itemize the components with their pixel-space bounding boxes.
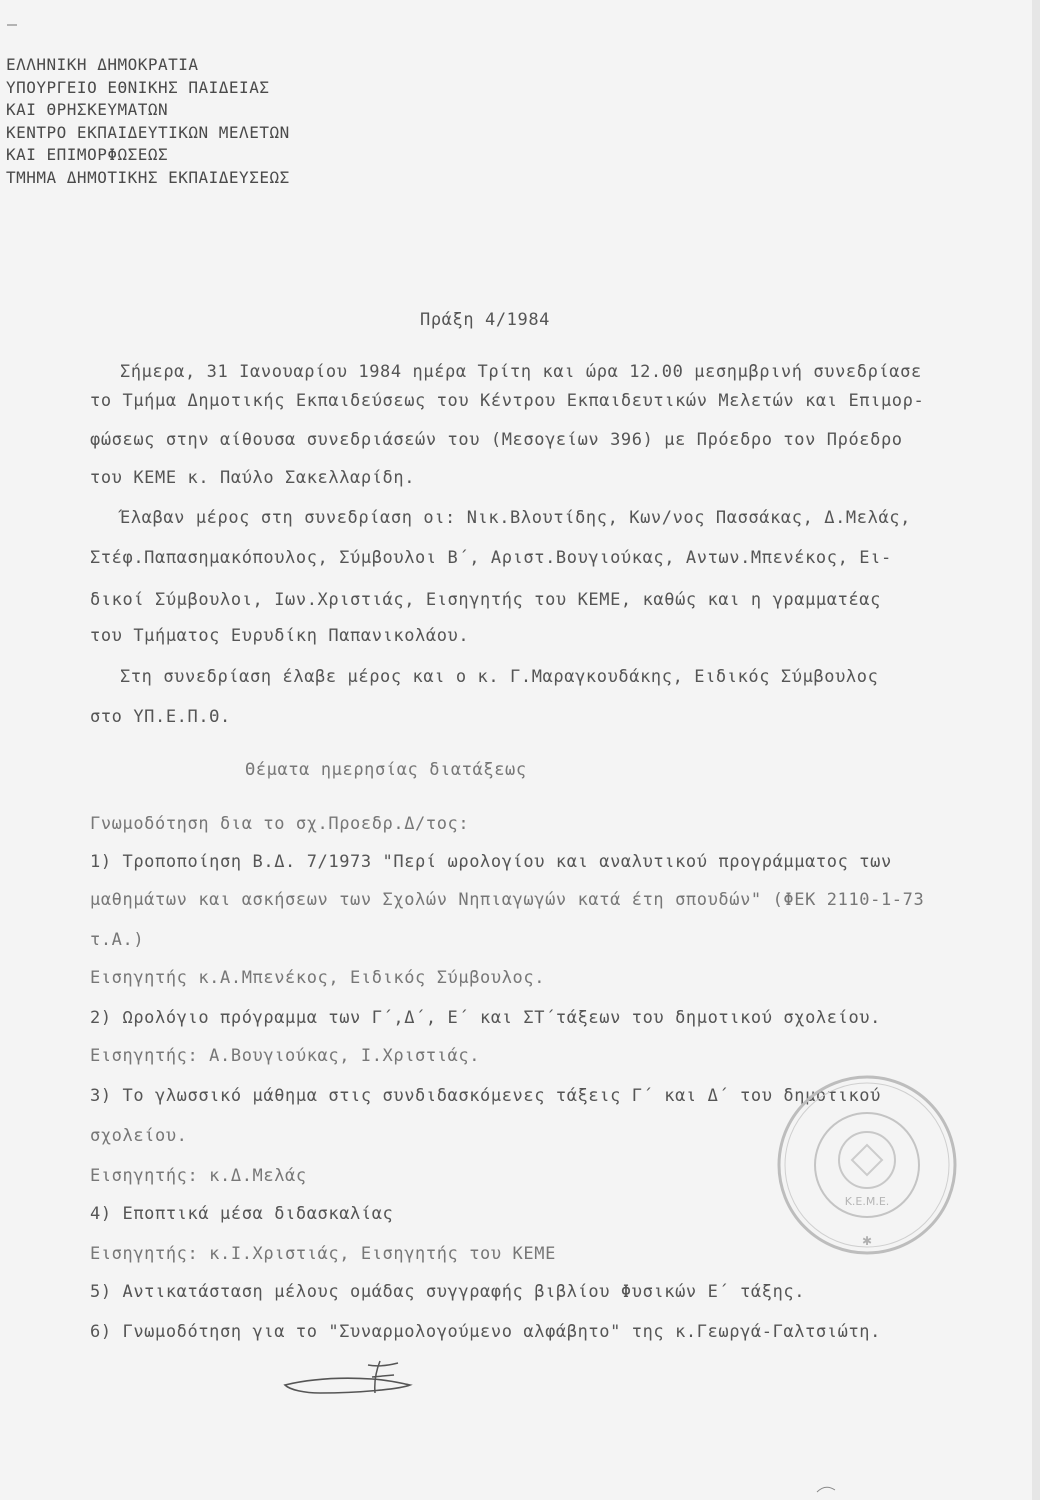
letterhead-line: ΕΛΛΗΝΙΚΗ ΔΗΜΟΚΡΑΤΙΑ	[6, 55, 199, 74]
document-title: Πράξη 4/1984	[420, 310, 551, 330]
letterhead-line: ΚΑΙ ΘΡΗΣΚΕΥΜΑΤΩΝ	[6, 100, 169, 120]
corner-mark	[6, 22, 18, 28]
body-line: του Τμήματος Ευρυδίκη Παπανικολάου.	[90, 626, 470, 646]
body-line: φώσεως στην αίθουσα συνεδριάσεών του (Μεσογείων 396) με Πρόεδρο τον Πρόεδρο	[90, 430, 903, 450]
body-line: Σήμερα, 31 Ιανουαρίου 1984 ημέρα Τρίτη και ώρα 12.00 μεσημβρινή συνεδρίασε	[120, 362, 922, 382]
body-line: δικοί Σύμβουλοι, Ιων.Χριστιάς, Εισηγητής του ΚΕΜΕ, καθώς και η γραμματέας	[90, 590, 881, 610]
agenda-line: Γνωμοδότηση δια το σχ.Προεδρ.Δ/τος:	[90, 814, 470, 834]
body-line: Στέφ.Παπασημακόπουλος, Σύμβουλοι Β΄, Αριστ.Βουγιούκας, Αντων.Μπενέκος, Ει-	[90, 548, 892, 568]
agenda-item: 2) Ωρολόγιο πρόγραμμα των Γ΄,Δ΄, Ε΄ και ΣΤ΄τάξεων του δημοτικού σχολείου.	[90, 1008, 881, 1028]
letterhead-line: ΚΑΙ ΕΠΙΜΟΡΦΩΣΕΩΣ	[6, 145, 169, 165]
agenda-line: τ.Α.)	[90, 930, 145, 950]
body-line: Στη συνεδρίαση έλαβε μέρος και ο κ. Γ.Μαραγκουδάκης, Ειδικός Σύμβουλος	[120, 667, 879, 687]
agenda-item: 1) Τροποποίηση Β.Δ. 7/1973 "Περί ωρολογίου και αναλυτικού προγράμματος των	[90, 852, 892, 872]
official-stamp	[772, 1070, 962, 1260]
agenda-line: Εισηγητής: κ.Ι.Χριστιάς, Εισηγητής του ΚΕΜΕ	[90, 1244, 556, 1264]
letterhead-line: ΚΕΝΤΡΟ ΕΚΠΑΙΔΕΥΤΙΚΩΝ ΜΕΛΕΤΩΝ	[6, 122, 290, 142]
footer-mark	[815, 1484, 845, 1494]
agenda-line: Εισηγητής: κ.Δ.Μελάς	[90, 1166, 307, 1186]
agenda-item: 5) Αντικατάσταση μέλους ομάδας συγγραφής βιβλίου Φυσικών Ε΄ τάξης.	[90, 1282, 806, 1302]
body-line: στο ΥΠ.Ε.Π.Θ.	[90, 707, 231, 727]
letterhead-line: ΤΜΗΜΑ ΔΗΜΟΤΙΚΗΣ ΕΚΠΑΙΔΕΥΣΕΩΣ	[6, 167, 290, 187]
agenda-line: μαθημάτων και ασκήσεων των Σχολών Νηπιαγωγών κατά έτη σπουδών" (ΦΕΚ 2110-1-73	[90, 890, 925, 910]
stamp-label: Κ.Ε.Μ.Ε.	[844, 1195, 890, 1208]
agenda-item: 6) Γνωμοδότηση για το "Συναρμολογούμενο αλφάβητο" της κ.Γεωργά-Γαλτσιώτη.	[90, 1322, 881, 1342]
body-line: το Τμήμα Δημοτικής Εκπαιδεύσεως του Κέντρου Εκπαιδευτικών Μελετών και Επιμορ-	[90, 391, 925, 411]
body-line: Έλαβαν μέρος στη συνεδρίαση οι: Νικ.Βλουτίδης, Κων/νος Πασσάκας, Δ.Μελάς,	[120, 508, 911, 528]
letterhead	[6, 54, 290, 190]
agenda-title: Θέματα ημερησίας διατάξεως	[245, 760, 527, 780]
letterhead-line: ΥΠΟΥΡΓΕΙΟ ΕΘΝΙΚΗΣ ΠΑΙΔΕΙΑΣ	[6, 77, 270, 97]
body-line: του ΚΕΜΕ κ. Παύλο Σακελλαρίδη.	[90, 468, 416, 488]
agenda-item: 4) Εποπτικά μέσα διδασκαλίας	[90, 1204, 394, 1224]
page-edge	[1032, 0, 1040, 1500]
agenda-line: Εισηγητής: Α.Βουγιούκας, Ι.Χριστιάς.	[90, 1046, 481, 1066]
stamp-star-icon: ✱	[861, 1234, 873, 1248]
agenda-line: Εισηγητής κ.Α.Μπενέκος, Ειδικός Σύμβουλος.	[90, 968, 546, 988]
agenda-line: σχολείου.	[90, 1126, 188, 1146]
signature	[280, 1355, 430, 1400]
agenda-item: 3) Το γλωσσικό μάθημα στις συνδιδασκόμενες τάξεις Γ΄ και Δ΄ του δημοτικού	[90, 1086, 881, 1106]
